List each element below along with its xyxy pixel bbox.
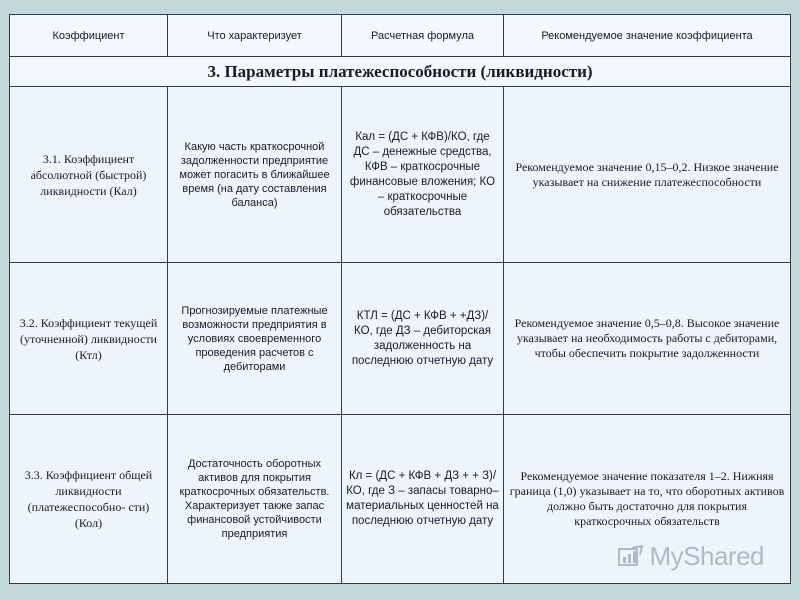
row-2-name: 3.2. Коэффициент текущей (уточненной) ликвидности (Ктл) <box>10 263 168 415</box>
header-recommended: Рекомендуемое значение коэффициента <box>504 15 790 57</box>
liquidity-ratios-table <box>9 14 791 584</box>
row-3-formula: Кл = (ДС + КФВ + ДЗ + + З)/КО, где З – запасы товарно–материальных ценностей на последнюю отчетную дату <box>342 415 504 583</box>
header-coefficient: Коэффициент <box>10 15 168 57</box>
row-1-formula: Кал = (ДС + КФВ)/КО, где ДС – денежные средства, КФВ – краткосрочные финансовые вложения; КО – краткосрочные обязательства <box>342 87 504 263</box>
row-2-formula: КТЛ = (ДС + КФВ + +ДЗ)/ КО, где ДЗ – дебиторская задолженность на последнюю отчетную дату <box>342 263 504 415</box>
row-3-recommended: Рекомендуемое значение показателя 1–2. Нижняя граница (1,0) указывает на то, что оборотных активов должно быть достаточно для покрытия краткосрочных обязательств <box>504 415 790 583</box>
row-2-recommended: Рекомендуемое значение 0,5–0,8. Высокое значение указывает на необходимость работы с дебиторами, чтобы обеспечить покрытие задолженности <box>504 263 790 415</box>
row-1-description: Какую часть краткосрочной задолженности предприятие может погасить в ближайшее время (на дату составления баланса) <box>168 87 342 263</box>
header-formula: Расчетная формула <box>342 15 504 57</box>
row-1-name: 3.1. Коэффициент абсолютной (быстрой) ликвидности (Кал) <box>10 87 168 263</box>
row-2-description: Прогнозируемые платежные возможности предприятия в условиях своевременного проведения расчетов с дебиторами <box>168 263 342 415</box>
section-title: 3. Параметры платежеспособности (ликвидности) <box>10 57 790 87</box>
watermark <box>618 541 765 572</box>
row-1-recommended: Рекомендуемое значение 0,15–0,2. Низкое значение указывает на снижение платежеспособности <box>504 87 790 263</box>
row-3-name: 3.3. Коэффициент общей ликвидности (платежеспособно- сти) (Кол) <box>10 415 168 583</box>
header-characterizes: Что характеризует <box>168 15 342 57</box>
watermark-text: MyShared <box>649 541 764 571</box>
row-3-description: Достаточность оборотных активов для покрытия краткосрочных обязательств. Характеризует также запас финансовой устойчивости предприятия <box>168 415 342 583</box>
myshared-logo-icon <box>618 545 644 569</box>
